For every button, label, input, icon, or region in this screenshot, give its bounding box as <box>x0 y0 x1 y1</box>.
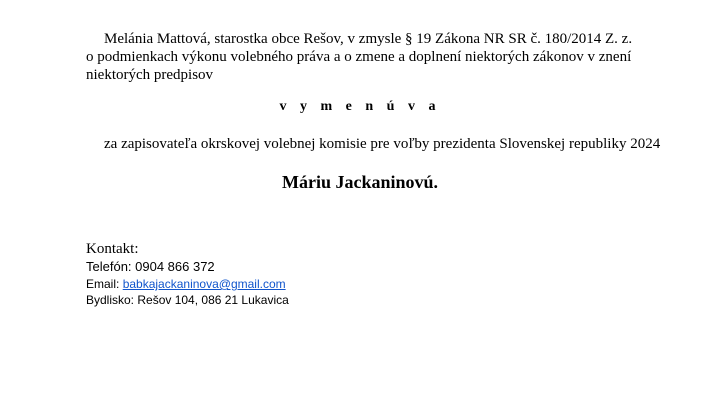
contact-email-line <box>86 276 286 293</box>
intro-line-1: Melánia Mattová, starostka obce Rešov, v zmysle § 19 Zákona NR SR č. 180/2014 Z. z. <box>104 31 633 47</box>
intro-line-2: o podmienkach výkonu volebného práva a o zmene a doplnení niektorých zákonov v znení <box>86 49 632 65</box>
intro-line-3: niektorých predpisov <box>86 67 214 83</box>
document-title: v y m e n ú v a <box>279 99 441 114</box>
contact-address: Bydlisko: Rešov 104, 086 21 Lukavica <box>86 293 289 307</box>
contact-email-label: Email: <box>86 277 123 291</box>
contact-email-link[interactable]: babkajackaninova@gmail.com <box>122 277 286 291</box>
contact-heading: Kontakt: <box>86 241 139 257</box>
contact-phone: Telefón: 0904 866 372 <box>86 259 215 274</box>
intro-paragraph <box>86 30 646 84</box>
appointment-role: za zapisovateľa okrskovej volebnej komisie pre voľby prezidenta Slovenskej republiky 2024 <box>104 136 661 152</box>
appointee-name: Máriu Jackaninovú. <box>281 172 439 192</box>
